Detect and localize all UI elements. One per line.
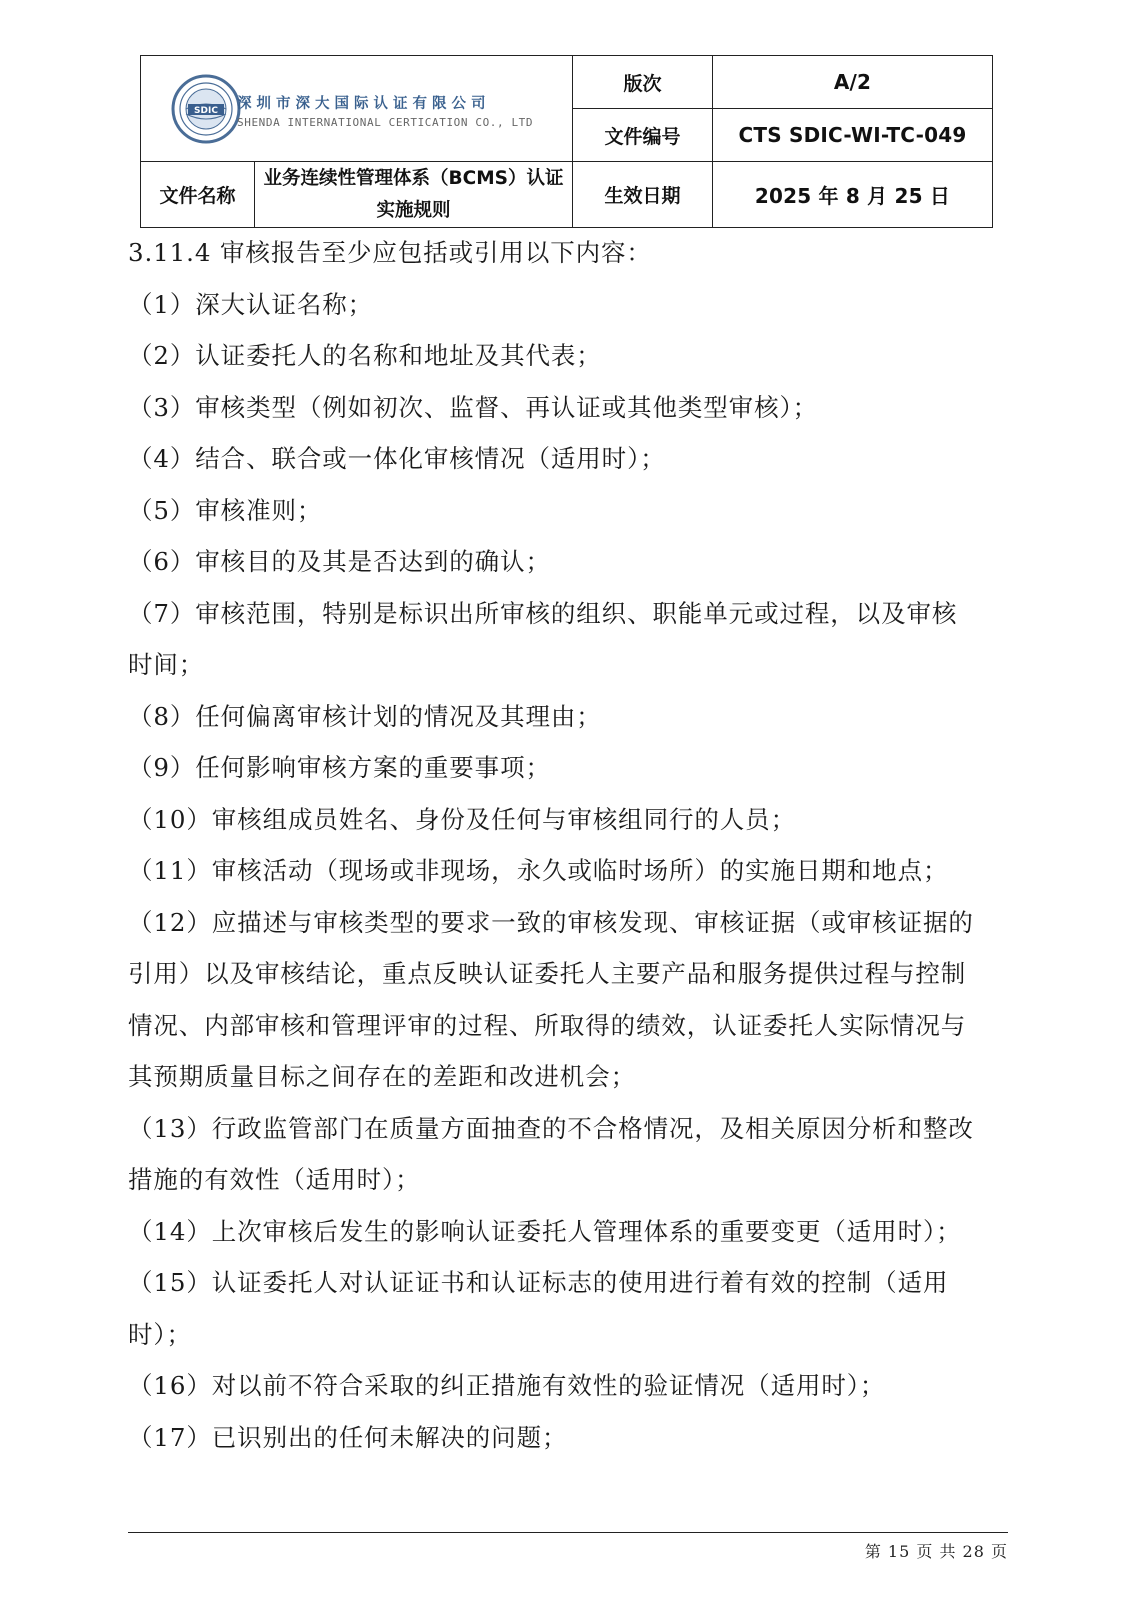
company-logo-icon — [171, 74, 241, 144]
version-label: 版次 — [573, 56, 713, 109]
body-line: （8）任何偏离审核计划的情况及其理由； — [128, 701, 602, 731]
body-line: 时间； — [128, 650, 205, 679]
version-value: A/2 — [713, 56, 993, 109]
body-line: （15）认证委托人对认证证书和认证标志的使用进行着有效的控制（适用 — [128, 1268, 949, 1297]
body-line: （2）认证委托人的名称和地址及其代表； — [128, 341, 602, 370]
company-name-en: SHENDA INTERNATIONAL CERTICATION CO., LTD — [237, 116, 534, 129]
doc-name-value: 业务连续性管理体系（BCMS）认证实施规则 — [255, 162, 573, 228]
body-line: （16）对以前不符合采取的纠正措施有效性的验证情况（适用时）； — [128, 1371, 886, 1400]
footer-divider — [128, 1532, 1008, 1533]
body-line: 情况、内部审核和管理评审的过程、所取得的绩效，认证委托人实际情况与 — [128, 1010, 967, 1040]
document-body — [128, 227, 1008, 1463]
body-line: （5）审核准则； — [128, 495, 323, 525]
body-line: （17）已识别出的任何未解决的问题； — [128, 1422, 568, 1452]
body-line: （9）任何影响审核方案的重要事项； — [128, 753, 551, 782]
body-line: （13）行政监管部门在质量方面抽查的不合格情况，及相关原因分析和整改 — [128, 1113, 974, 1143]
doc-number-value: CTS SDIC-WI-TC-049 — [713, 109, 993, 162]
document-header-table — [140, 55, 993, 228]
effective-date-value: 2025 年 8 月 25 日 — [713, 162, 993, 228]
body-line: 措施的有效性（适用时）； — [128, 1165, 421, 1194]
body-line: （11）审核活动（现场或非现场，永久或临时场所）的实施日期和地点； — [128, 856, 949, 885]
section-heading: 3.11.4 审核报告至少应包括或引用以下内容： — [128, 238, 652, 267]
body-line: （1）深大认证名称； — [128, 289, 374, 319]
body-line: （6）审核目的及其是否达到的确认； — [128, 547, 551, 576]
body-line: （14）上次审核后发生的影响认证委托人管理体系的重要变更（适用时）； — [128, 1216, 962, 1246]
body-line: 引用）以及审核结论，重点反映认证委托人主要产品和服务提供过程与控制 — [128, 959, 967, 988]
body-line: 其预期质量目标之间存在的差距和改进机会； — [128, 1062, 636, 1091]
logo-text: SDIC — [194, 106, 218, 116]
body-line: 时）； — [128, 1319, 192, 1349]
effective-date-label: 生效日期 — [573, 162, 713, 228]
doc-number-label: 文件编号 — [573, 109, 713, 162]
company-name-cn: 深圳市深大国际认证有限公司 — [237, 96, 491, 112]
company-logo-cell — [141, 56, 573, 162]
body-line: （4）结合、联合或一体化审核情况（适用时）； — [128, 444, 666, 473]
body-line: （12）应描述与审核类型的要求一致的审核发现、审核证据（或审核证据的 — [128, 907, 974, 937]
body-line: （10）审核组成员姓名、身份及任何与审核组同行的人员； — [128, 804, 796, 834]
page-number: 第 15 页 共 28 页 — [864, 1542, 1008, 1561]
body-line: （3）审核类型（例如初次、监督、再认证或其他类型审核）； — [128, 392, 819, 422]
body-line: （7）审核范围，特别是标识出所审核的组织、职能单元或过程，以及审核 — [128, 598, 958, 628]
doc-name-label: 文件名称 — [141, 162, 255, 228]
